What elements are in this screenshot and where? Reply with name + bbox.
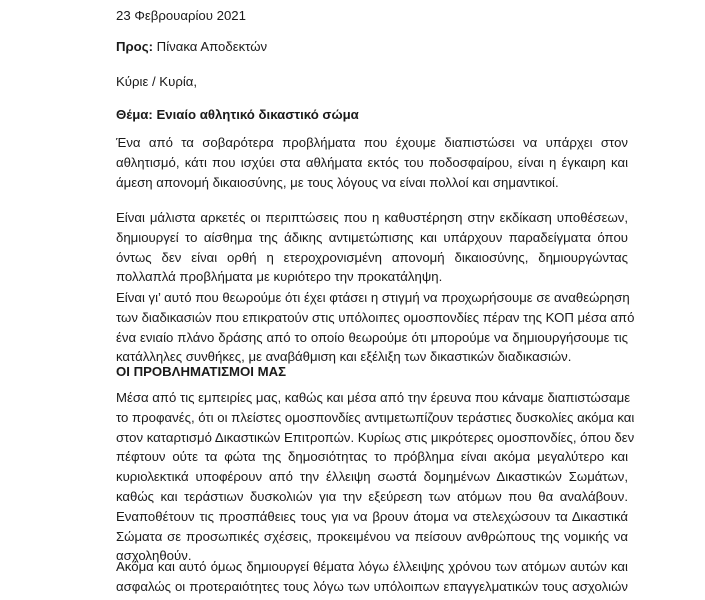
paragraph-line: όντως δεν είναι ορθή η ετεροχρονισμένη απονομή δικαιοσύνης, δημιουργώντας: [116, 249, 628, 265]
paragraph-line: δημιουργεί το αίσθημα της άδικης αντιμετώπισης και υπάρχουν παραδείγματα όπου: [116, 229, 628, 245]
letter-date: 23 Φεβρουαρίου 2021: [116, 8, 246, 23]
paragraph-line: Ένα από τα σοβαρότερα προβλήματα που έχουμε διαπιστώσει να υπάρχει στον: [116, 135, 628, 150]
paragraph-line: αθλητισμό, κάτι που ισχύει στα αθλήματα εκτός του ποδοσφαίρου, είναι η έγκαιρη και: [116, 154, 628, 170]
paragraph-line: πολλαπλά προβλήματα με κυριότερο την προκατάληψη.: [116, 269, 443, 285]
paragraph-line: Είναι γι’ αυτό που θεωρούμε ότι έχει φτάσει η στιγμή να προχωρήσουμε σε αναθεώρηση: [116, 290, 630, 305]
recipient-line: [116, 37, 267, 57]
paragraph-line: ασφαλώς οι προτεραιότητες τους λόγω των υπόλοιπων επαγγελματικών τους ασχολιών: [116, 578, 628, 594]
paragraph-line: το προφανές, ότι οι πλείστες ομοσπονδίες αντιμετωπίζουν τεράστιες δυσκολίες ακόμα και: [116, 409, 635, 425]
paragraph-1: [116, 133, 628, 192]
paragraph-line: καθώς και τεράστιων δυσκολιών για την εξεύρεση των ατόμων που θα αναλάβουν.: [116, 488, 628, 504]
paragraph-line: ασχοληθούν.: [116, 548, 192, 564]
subject-line: Θέμα: Ενιαίο αθλητικό δικαστικό σώμα: [116, 107, 359, 122]
recipient-value: Πίνακα Αποδεκτών: [153, 39, 268, 54]
paragraph-5: [116, 557, 628, 597]
paragraph-line: κατάλληλες συνθήκες, με αναβάθμιση και εξέλιξη των δικαστικών διαδικασιών.: [116, 349, 572, 365]
paragraph-line: Σώματα σε προσωπικές σχέσεις, προκειμένου να πείσουν ανθρώπους της νομικής να: [116, 528, 628, 544]
paragraph-line: κυριολεκτικά υποφέρουν από την έλλειψη σωστά δομημένων Δικαστικών Σωμάτων,: [116, 469, 628, 485]
paragraph-line: Μέσα από τις εμπειρίες μας, καθώς και μέσα από την έρευνα που κάναμε διαπιστώσαμε: [116, 390, 631, 405]
paragraph-line: ένα ενιαίο πλάνο δράσης από το οποίο θεωρούμε ότι μπορούμε να δημιουργήσουμε τις: [116, 329, 628, 345]
paragraph-line: των διαδικασιών που επικρατούν στις υπόλοιπες ομοσπονδίες πέραν της ΚΟΠ μέσα από: [116, 309, 635, 325]
paragraph-line: Είναι μάλιστα αρκετές οι περιπτώσεις που η καθυστέρηση στην εκδίκαση υποθέσεων,: [116, 210, 628, 225]
paragraph-line: Ακόμα και αυτό όμως δημιουργεί θέματα λόγω έλλειψης χρόνου των ατόμων αυτών και: [116, 559, 628, 574]
section-heading: ΟΙ ΠΡΟΒΛΗΜΑΤΙΣΜΟΙ ΜΑΣ: [116, 364, 287, 379]
paragraph-line: Εναποθέτουν τις προσπάθειες τους για να βρουν άτομα να στελεχώσουν τα Δικαστικά: [116, 508, 628, 524]
recipient-label: Προς:: [116, 39, 153, 54]
paragraph-4: [116, 388, 635, 566]
paragraph-3: [116, 288, 635, 367]
salutation: Κύριε / Κυρία,: [116, 74, 198, 89]
paragraph-line: άμεση απονομή δικαιοσύνης, με τους λόγους να είναι πολλοί και σημαντικοί.: [116, 174, 559, 190]
paragraph-2: [116, 208, 628, 287]
paragraph-line: στον καταρτισμό Δικαστικών Επιτροπών. Κυρίως στις μικρότερες ομοσπονδίες, όπου δεν: [116, 429, 635, 445]
paragraph-line: πέφτουν ούτε τα φώτα της δημοσιότητας το πρόβλημα είναι ακόμα μεγαλύτερο και: [116, 449, 628, 465]
